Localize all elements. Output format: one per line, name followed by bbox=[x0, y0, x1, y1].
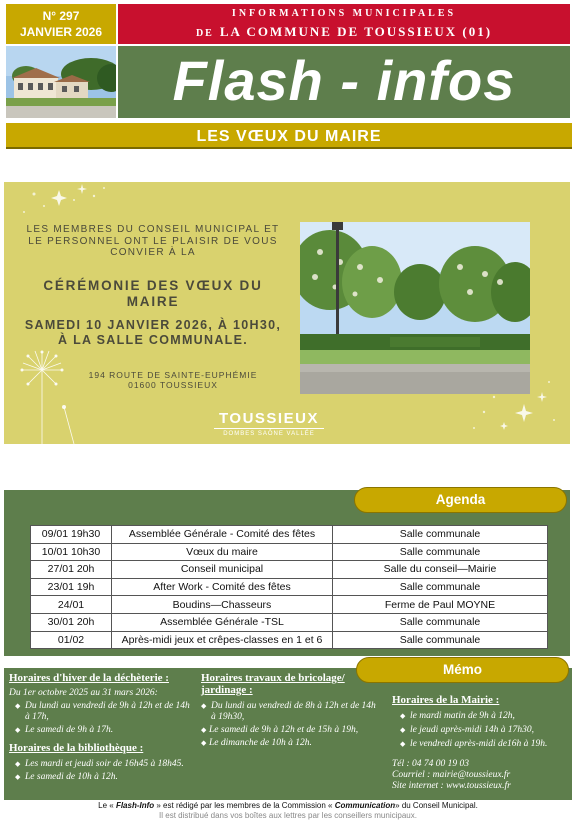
ceremony-address bbox=[42, 370, 304, 390]
banner-line1: INFORMATIONS MUNICIPALES bbox=[231, 8, 457, 19]
travaux-section bbox=[201, 672, 381, 749]
agenda-date: 27/01 20h bbox=[31, 561, 112, 579]
agenda-place: Salle du conseil—Mairie bbox=[333, 561, 548, 579]
section-title: LES VŒUX DU MAIRE bbox=[6, 123, 572, 149]
dandelion-icon bbox=[22, 351, 74, 444]
list-item: ◆ Le dimanche de 10h à 12h. bbox=[201, 738, 381, 749]
municipal-banner bbox=[118, 4, 570, 44]
agenda-place: Salle communale bbox=[333, 543, 548, 561]
table-row bbox=[31, 561, 548, 579]
agenda-place: Salle communale bbox=[333, 578, 548, 596]
mairie-phone: Tél : 04 74 00 19 03 bbox=[392, 759, 470, 769]
footer-distribution: Il est distribué dans vos boîtes aux lettres par les conseillers municipaux. bbox=[159, 811, 417, 820]
table-row bbox=[31, 543, 548, 561]
agenda-event: Vœux du maire bbox=[112, 543, 333, 561]
agenda-event: After Work - Comité des fêtes bbox=[112, 578, 333, 596]
list-item: ◆ Le samedi de 9h à 12h et de 15h à 19h, bbox=[201, 725, 381, 736]
invitation-card bbox=[4, 182, 570, 444]
dechetterie-period: Du 1er octobre 2025 au 31 mars 2026: bbox=[9, 688, 158, 698]
agenda-date: 01/02 bbox=[31, 631, 112, 649]
bibliotheque-title: Horaires de la bibliothèque : bbox=[9, 742, 144, 754]
table-row bbox=[31, 613, 548, 631]
table-row bbox=[31, 596, 548, 614]
logo-tagline: DOMBES SAÔNE VALLÉE bbox=[214, 428, 324, 438]
footer-credit bbox=[0, 801, 576, 811]
footer-text: » est rédigé par les membres de la Commission « bbox=[154, 801, 335, 810]
list-item: ◆ le jeudi après-midi 14h à 17h30, bbox=[400, 725, 568, 736]
issue-box bbox=[6, 4, 116, 44]
agenda-date: 10/01 10h30 bbox=[31, 543, 112, 561]
newsletter-title: Flash - infos bbox=[172, 49, 516, 112]
agenda-date: 24/01 bbox=[31, 596, 112, 614]
banner-line2 bbox=[118, 24, 570, 40]
agenda-place: Salle communale bbox=[333, 526, 548, 544]
agenda-date: 23/01 19h bbox=[31, 578, 112, 596]
agenda-event: Boudins—Chasseurs bbox=[112, 596, 333, 614]
agenda-place: Salle communale bbox=[333, 613, 548, 631]
banner-commune: LA COMMUNE DE TOUSSIEUX (01) bbox=[219, 24, 493, 39]
invitation-intro: LES MEMBRES DU CONSEIL MUNICIPAL ET LE PERSONNEL ONT LE PLAISIR DE VOUS CONVIER À LA bbox=[26, 224, 280, 258]
mairie-title: Horaires de la Mairie : bbox=[392, 694, 500, 706]
mairie-website: Site internet : www.toussieux.fr bbox=[392, 781, 511, 791]
agenda-date: 09/01 19h30 bbox=[31, 526, 112, 544]
agenda-event: Assemblée Générale -TSL bbox=[112, 613, 333, 631]
logo-name: TOUSSIEUX bbox=[219, 410, 319, 427]
footer-publication-name: Flash-Info bbox=[115, 801, 155, 810]
agenda-title: Agenda bbox=[354, 487, 567, 513]
memo-title: Mémo bbox=[356, 657, 569, 683]
banner-de: DE bbox=[195, 28, 214, 39]
footer-commission-name: Communication bbox=[334, 801, 396, 810]
list-item: ◆ Les mardi et jeudi soir de 16h45 à 18h45. bbox=[15, 759, 195, 770]
agenda-place: Salle communale bbox=[333, 631, 548, 649]
list-item: ◆ Du lundi au vendredi de 9h à 12h et de 14h à 17h, bbox=[15, 701, 195, 723]
list-item: ◆ le vendredi après-midi de16h à 19h. bbox=[400, 739, 568, 750]
mairie-section bbox=[392, 694, 568, 792]
list-item: ◆ Du lundi au vendredi de 8h à 12h et de 14h à 19h30, bbox=[201, 701, 381, 723]
agenda-event: Assemblée Générale - Comité des fêtes bbox=[112, 526, 333, 544]
table-row bbox=[31, 631, 548, 649]
table-row bbox=[31, 578, 548, 596]
ceremony-date: SAMEDI 10 JANVIER 2026, À 10H30, À LA SALLE COMMUNALE. bbox=[24, 318, 282, 347]
agenda-table bbox=[30, 525, 548, 649]
list-item: ◆ Le samedi de 9h à 17h. bbox=[15, 725, 195, 736]
ceremony-title: CÉRÉMONIE DES VŒUX DU MAIRE bbox=[43, 278, 263, 309]
issue-date: JANVIER 2026 bbox=[19, 25, 103, 39]
travaux-title: Horaires travaux de bricolage/ jardinage : bbox=[201, 672, 345, 696]
footer-text: Le « bbox=[98, 801, 116, 810]
dechetterie-title: Horaires d'hiver de la déchèterie : bbox=[9, 672, 169, 684]
address-line1: 194 ROUTE DE SAINTE-EUPHÉMIE bbox=[88, 370, 258, 380]
agenda-place: Ferme de Paul MOYNE bbox=[333, 596, 548, 614]
table-row bbox=[31, 526, 548, 544]
list-item: ◆ Le samedi de 10h à 12h. bbox=[15, 772, 195, 783]
toussieux-logo bbox=[214, 410, 324, 438]
footer-text: » du Conseil Municipal. bbox=[395, 801, 478, 810]
park-photo bbox=[300, 222, 530, 394]
agenda-date: 30/01 20h bbox=[31, 613, 112, 631]
agenda-event: Conseil municipal bbox=[112, 561, 333, 579]
mairie-email: Courriel : mairie@toussieux.fr bbox=[392, 770, 511, 780]
town-hall-photo bbox=[6, 46, 116, 118]
dechetterie-section bbox=[9, 672, 195, 783]
address-line2: 01600 TOUSSIEUX bbox=[128, 380, 218, 390]
issue-number: N° 297 bbox=[42, 9, 80, 23]
list-item: ◆ le mardi matin de 9h à 12h, bbox=[400, 711, 568, 722]
agenda-event: Après-midi jeux et crêpes-classes en 1 et 6 bbox=[112, 631, 333, 649]
